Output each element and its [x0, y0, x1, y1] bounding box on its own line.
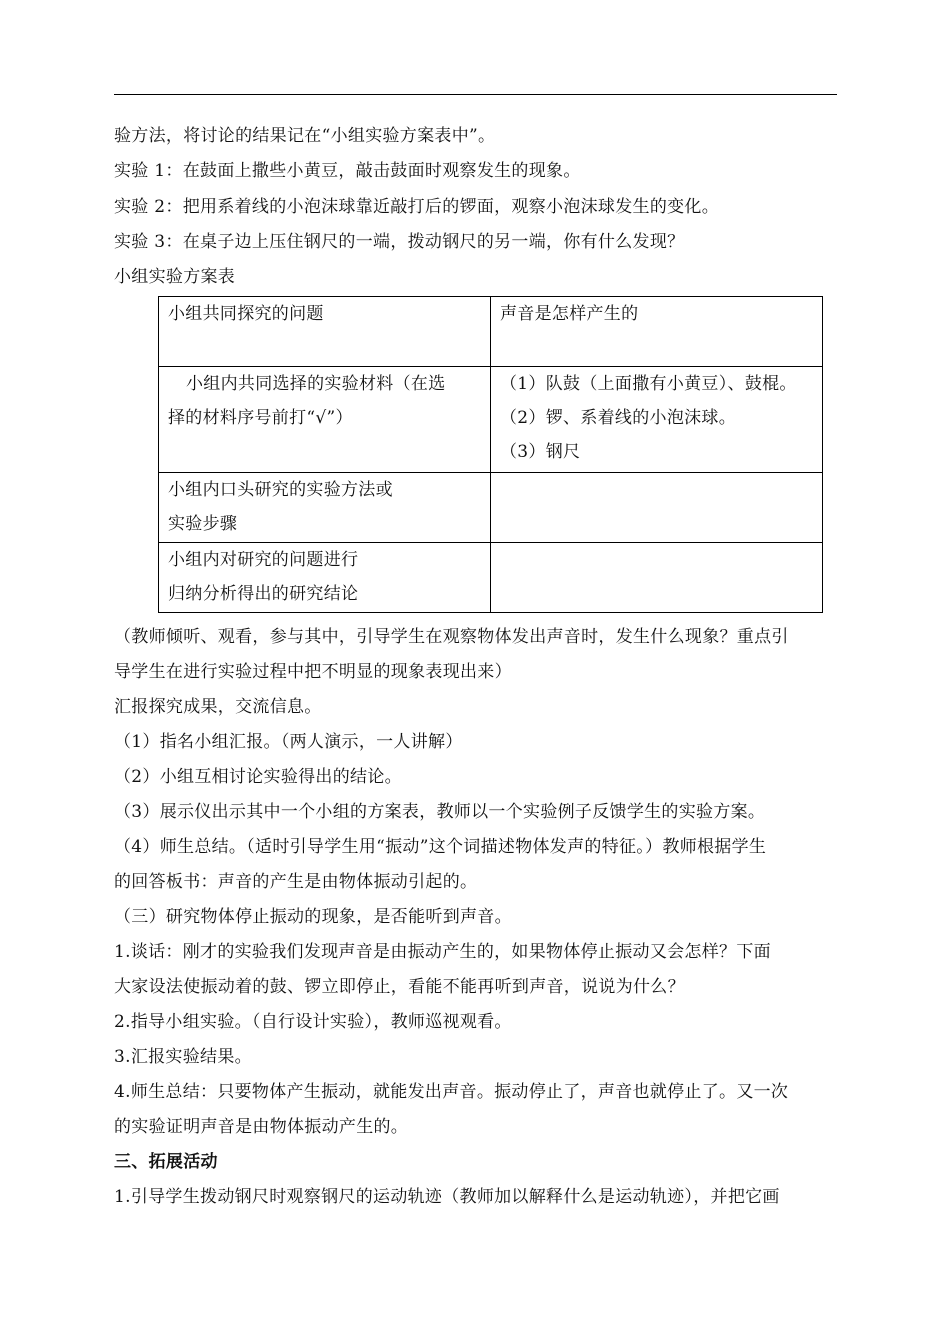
paragraph-summary: 4.师生总结：只要物体产生振动，就能发出声音。振动停止了，声音也就停止了。又一次 — [114, 1082, 789, 1102]
table-row — [159, 297, 823, 367]
table-cell-method-value — [491, 473, 823, 543]
cell-line: 小组内口头研究的实验方法或 — [168, 480, 393, 500]
cell-line: 归纳分析得出的研究结论 — [168, 584, 359, 604]
cell-line: 小组共同探究的问题 — [168, 304, 324, 324]
table-cell-conclusion-value — [491, 543, 823, 613]
experiment-plan-table — [158, 296, 823, 613]
cell-line: 小组内对研究的问题进行 — [168, 550, 359, 570]
paragraph-experiment-3: 实验 3：在桌子边上压住钢尺的一端，拨动钢尺的另一端，你有什么发现？ — [114, 232, 685, 252]
paragraph-extension-1: 1.引导学生拨动钢尺时观察钢尺的运动轨迹（教师加以解释什么是运动轨迹），并把它画 — [114, 1187, 780, 1207]
table-cell-question-label — [159, 297, 491, 367]
paragraph-talk-cont: 大家设法使振动着的鼓、锣立即停止，看能不能再听到声音，说说为什么？ — [114, 977, 685, 997]
section-heading-extension: 三、拓展活动 — [114, 1152, 218, 1172]
paragraph-step-4: （4）师生总结。（适时引导学生用“振动”这个词描述物体发声的特征。）教师根据学生 — [114, 837, 767, 857]
cell-line: 声音是怎样产生的 — [500, 304, 639, 324]
table-cell-method-label — [159, 473, 491, 543]
table-caption: 小组实验方案表 — [114, 267, 236, 287]
cell-line: 小组内共同选择的实验材料（在选 — [186, 374, 446, 394]
table-row — [159, 367, 823, 473]
paragraph-step-4-cont: 的回答板书：声音的产生是由物体振动引起的。 — [114, 872, 478, 892]
paragraph-step-2: （2）小组互相讨论实验得出的结论。 — [114, 767, 402, 787]
paragraph-teacher-note-cont: 导学生在进行实验过程中把不明显的现象表现出来） — [114, 662, 512, 682]
table-cell-materials-value — [491, 367, 823, 473]
table-cell-conclusion-label — [159, 543, 491, 613]
header-rule — [114, 94, 837, 95]
paragraph-experiment-2: 实验 2：把用系着线的小泡沫球靠近敲打后的锣面，观察小泡沫球发生的变化。 — [114, 197, 720, 217]
paragraph-experiment-1: 实验 1：在鼓面上撒些小黄豆，敲击鼓面时观察发生的现象。 — [114, 161, 581, 181]
paragraph-step-1: （1）指名小组汇报。（两人演示，一人讲解） — [114, 732, 463, 752]
paragraph-report-result: 3.汇报实验结果。 — [114, 1047, 252, 1067]
paragraph-method: 验方法，将讨论的结果记在“小组实验方案表中”。 — [114, 126, 496, 146]
table-row — [159, 543, 823, 613]
table-cell-question-value — [491, 297, 823, 367]
paragraph-report: 汇报探究成果，交流信息。 — [114, 697, 322, 717]
cell-line: （1）队鼓（上面撒有小黄豆）、鼓棍。 — [500, 374, 797, 394]
cell-line: （3）钢尺 — [500, 442, 581, 462]
table-row — [159, 473, 823, 543]
paragraph-guide: 2.指导小组实验。（自行设计实验），教师巡视观看。 — [114, 1012, 512, 1032]
paragraph-step-3: （3）展示仪出示其中一个小组的方案表，教师以一个实验例子反馈学生的实验方案。 — [114, 802, 766, 822]
cell-line: （2）锣、系着线的小泡沫球。 — [500, 408, 737, 428]
section-heading-stop-vibration: （三）研究物体停止振动的现象，是否能听到声音。 — [114, 907, 512, 927]
paragraph-summary-cont: 的实验证明声音是由物体振动产生的。 — [114, 1117, 409, 1137]
paragraph-talk: 1.谈话：刚才的实验我们发现声音是由振动产生的，如果物体停止振动又会怎样？下面 — [114, 942, 771, 962]
cell-line: 实验步骤 — [168, 514, 238, 534]
paragraph-teacher-note: （教师倾听、观看，参与其中，引导学生在观察物体发出声音时，发生什么现象？重点引 — [114, 627, 789, 647]
table-cell-materials-label — [159, 367, 491, 473]
cell-line: 择的材料序号前打“√”） — [168, 408, 353, 428]
